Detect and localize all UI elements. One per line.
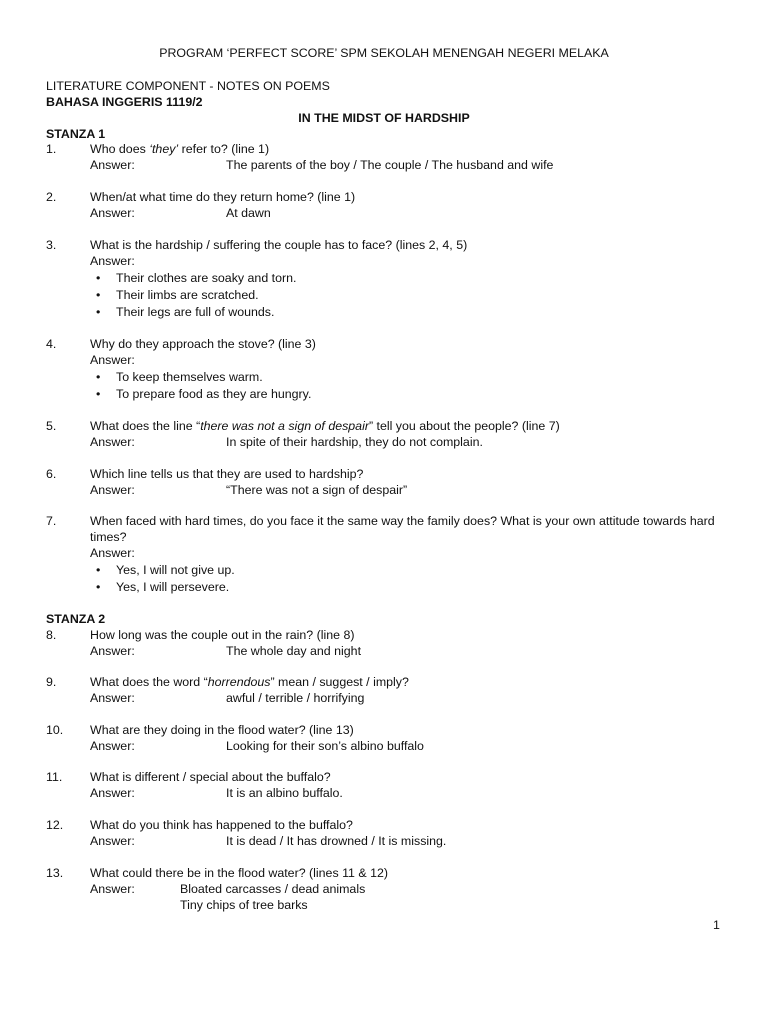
answer-text: The whole day and night (226, 644, 362, 658)
answer-text: At dawn (226, 206, 271, 220)
answer-bullet: • To keep themselves warm. (116, 369, 724, 385)
answer-row (90, 881, 724, 897)
answer-bullet: • Their limbs are scratched. (116, 287, 724, 303)
question-text: Which line tells us that they are used to hardship? (90, 467, 364, 481)
component-line: LITERATURE COMPONENT - NOTES ON POEMS (46, 79, 330, 93)
answer-row (90, 545, 724, 561)
answer-row (90, 690, 724, 706)
question-7 (46, 513, 724, 595)
answer-row (90, 205, 724, 221)
question-number: 8. (46, 628, 57, 642)
answer-label: Answer: (90, 158, 135, 172)
answer-text: “There was not a sign of despair” (226, 483, 408, 497)
answer-text: awful / terrible / horrifying (226, 691, 365, 705)
question-text: What is the hardship / suffering the couple has to face? (lines 2, 4, 5) (90, 238, 468, 252)
answer-row (90, 785, 724, 801)
answer-text: In spite of their hardship, they do not complain. (226, 435, 483, 449)
document-header: PROGRAM ‘PERFECT SCORE’ SPM SEKOLAH MENENGAH NEGERI MELAKA (159, 46, 609, 60)
question-10 (46, 722, 724, 754)
answer-label: Answer: (90, 353, 135, 367)
answer-label: Answer: (90, 206, 135, 220)
answer-label: Answer: (90, 691, 135, 705)
question-5 (46, 418, 724, 450)
question-4 (46, 336, 724, 402)
question-6 (46, 466, 724, 498)
stanza-2-heading: STANZA 2 (46, 612, 106, 626)
question-number: 3. (46, 238, 57, 252)
subject-line: BAHASA INGGERIS 1119/2 (46, 95, 203, 109)
answer-text: Bloated carcasses / dead animals (180, 882, 366, 896)
question-text: Why do they approach the stove? (line 3) (90, 337, 316, 351)
question-text: When faced with hard times, do you face it the same way the family does? What is your own attitude towards hard times? (90, 514, 715, 544)
answer-label: Answer: (90, 546, 135, 560)
poem-title: IN THE MIDST OF HARDSHIP (298, 111, 470, 125)
question-text: What are they doing in the flood water? (line 13) (90, 723, 354, 737)
question-number: 11. (46, 770, 63, 784)
question-number: 10. (46, 723, 64, 737)
answer-bullet: • Their clothes are soaky and torn. (116, 270, 724, 286)
answer-bullet: • To prepare food as they are hungry. (116, 386, 724, 402)
answer-bullet: • Yes, I will persevere. (116, 579, 724, 595)
answer-label: Answer: (90, 483, 135, 497)
question-text: What does the word “horrendous” mean / suggest / imply? (90, 675, 409, 689)
answer-bullet: • Their legs are full of wounds. (116, 304, 724, 320)
answer-text-continued: Tiny chips of tree barks (180, 898, 308, 912)
stanza-1-heading: STANZA 1 (46, 127, 106, 141)
question-number: 2. (46, 190, 57, 204)
answer-text: It is dead / It has drowned / It is missing. (226, 834, 447, 848)
question-number: 4. (46, 337, 57, 351)
answer-label: Answer: (90, 882, 135, 896)
question-12 (46, 817, 724, 849)
question-8 (46, 627, 724, 659)
question-number: 13. (46, 866, 64, 880)
answer-label: Answer: (90, 435, 135, 449)
question-text: How long was the couple out in the rain? (line 8) (90, 628, 355, 642)
question-11 (46, 769, 724, 801)
answer-row (90, 352, 724, 368)
question-number: 12. (46, 818, 64, 832)
answer-label: Answer: (90, 644, 135, 658)
question-text: Who does ‘they’ refer to? (line 1) (90, 142, 270, 156)
question-number: 6. (46, 467, 57, 481)
answer-row (90, 434, 724, 450)
question-13 (46, 865, 724, 913)
answer-text: It is an albino buffalo. (226, 786, 343, 800)
question-number: 7. (46, 514, 57, 528)
question-3 (46, 237, 724, 320)
question-1 (46, 141, 724, 173)
answer-label: Answer: (90, 254, 135, 268)
answer-label: Answer: (90, 739, 135, 753)
question-text: What is different / special about the buffalo? (90, 770, 331, 784)
answer-bullet: • Yes, I will not give up. (116, 562, 724, 578)
answer-text: Looking for their son’s albino buffalo (226, 739, 424, 753)
answer-row (90, 157, 724, 173)
question-text: When/at what time do they return home? (line 1) (90, 190, 356, 204)
answer-row (90, 833, 724, 849)
answer-row (90, 643, 724, 659)
question-text: What do you think has happened to the buffalo? (90, 818, 353, 832)
question-number: 1. (46, 142, 57, 156)
question-2 (46, 189, 724, 221)
answer-row (90, 738, 724, 754)
answer-row (90, 482, 724, 498)
answer-label: Answer: (90, 834, 135, 848)
answer-text: The parents of the boy / The couple / The husband and wife (226, 158, 554, 172)
question-number: 5. (46, 419, 57, 433)
question-9 (46, 674, 724, 706)
question-number: 9. (46, 675, 57, 689)
answer-row (90, 253, 724, 269)
answer-label: Answer: (90, 786, 135, 800)
question-text: What could there be in the flood water? (lines 11 & 12) (90, 866, 389, 880)
page-number: 1 (713, 918, 720, 932)
question-text: What does the line “there was not a sign of despair” tell you about the people? (line 7) (90, 419, 560, 433)
